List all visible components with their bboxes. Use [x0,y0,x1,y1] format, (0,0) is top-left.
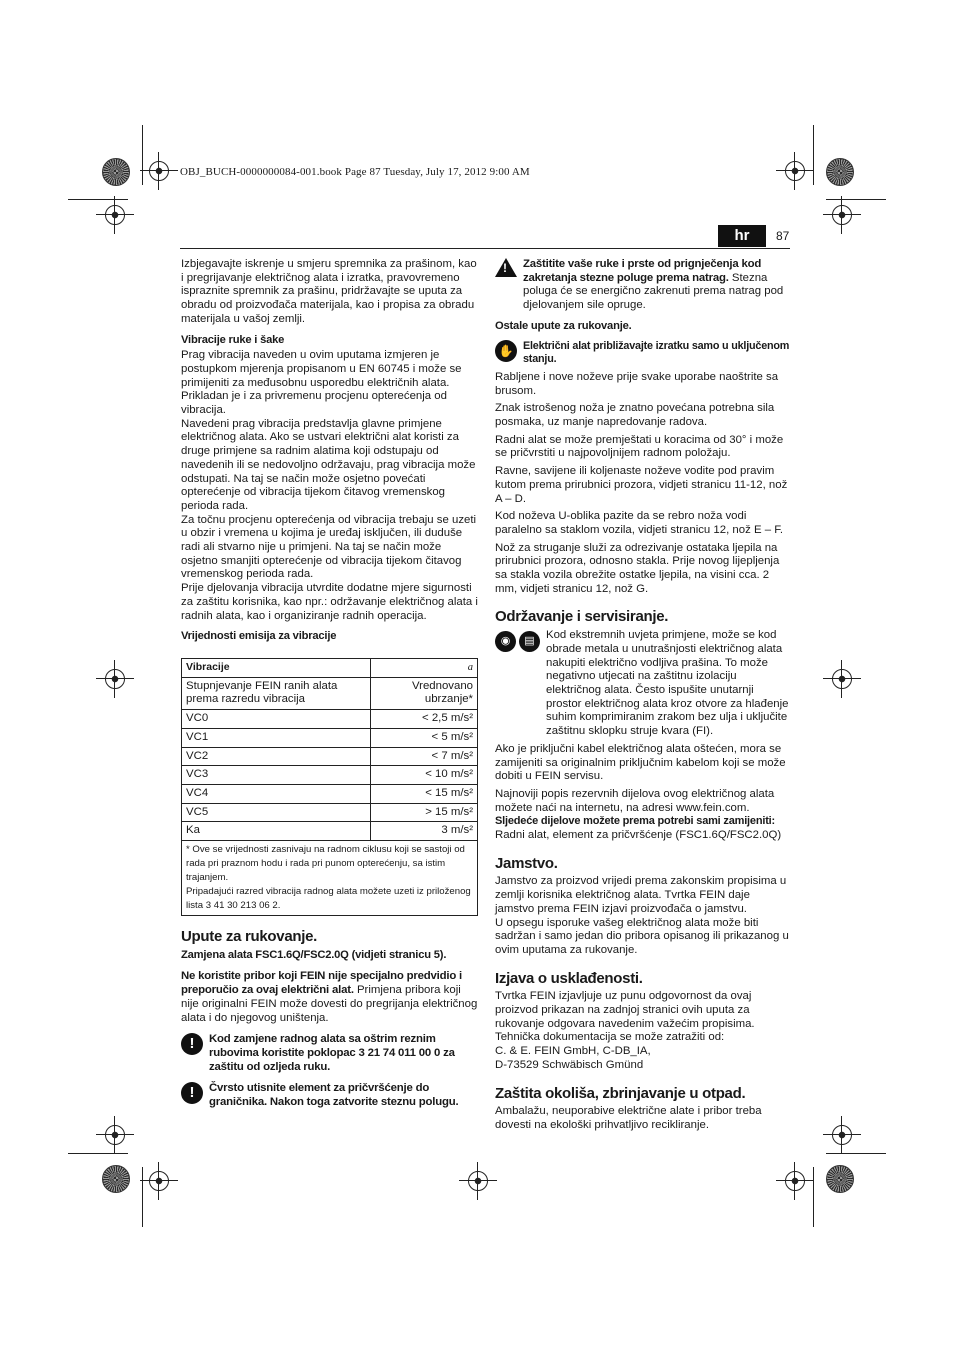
registration-mark [146,1168,172,1194]
exclamation-icon: ! [181,1033,203,1055]
crop-mark [142,1167,143,1227]
accessory-warning-bold: Ne koristite pribor koji FEIN nije specijalno predvidio i preporučio za ovaj električni alat. [181,970,463,997]
vibration-paragraph-2: Navedeni prag vibracija predstavlja glavne primjene električnog alata. Ako se ustvari električni alat koristi za druge primjene sa radnim alatima koji odstupaju od navedenih ili se nedovoljno održavaju, prag vibracija može odstupati. Na taj se način može osjetno povećati opterećenje od vibracija tijekom čitavog vremenskog perioda rada. [181,417,476,512]
blade-paragraph-3: Radni alat se može premještati u koracima od 30° i može se pričvrstiti u najpovoljnijem radnom položaju. [495,433,784,460]
page-number: 87 [776,229,790,243]
subheading-tool-change: Zamjena alata FSC1.6Q/FSC2.0Q (vidjeti stranicu 5). [181,948,447,961]
table-cell: < 7 m/s² [371,747,478,766]
table-footnote: Pripadajući razred vibracija radnog alata možete uzeti iz priloženog lista 3 41 30 213 06 2. [186,886,471,912]
declaration-line: D-73529 Schwäbisch Gmünd [495,1058,644,1071]
right-column [495,258,791,1133]
warning-bold: Zaštitite vaše ruke i prste od prignječenja kod zakretanja stezne poluge prema natrag. [523,258,762,284]
registration-mark [465,1168,491,1194]
color-wheel-mark [102,1165,130,1193]
crop-mark [813,1167,814,1227]
table-head-a: a [371,658,478,677]
maintenance-block [495,629,791,743]
manual-icon: ▤ [519,631,540,652]
table-cell: Vrednovano ubrzanje* [371,677,478,709]
maintenance-icons [495,631,540,652]
crop-mark [826,199,886,200]
blade-paragraph-5: Kod noževa U-oblika pazite da se rebro noža vodi paralelno sa staklom vozila, vidjeti stranicu 12, nož E – F. [495,510,784,536]
left-column [181,258,479,1110]
crop-mark [68,199,128,200]
heading-maintenance: Održavanje i servisiranje. [495,608,669,626]
table-cell: VC3 [182,766,371,785]
declaration-line: C. & E. FEIN GmbH, C-DB_IA, [495,1045,651,1058]
blade-paragraph-2: Znak istrošenog noža je znatno povećana potrebna sila posmaka, uz manje napredovanje radova. [495,402,775,429]
table-row [182,784,478,803]
registration-mark [829,1122,855,1148]
environment-paragraph: Ambalažu, neuporabive električne alate i pribor treba dovesti na ekološki prihvatljivo recikliranje. [495,1105,762,1131]
replaceable-parts-text: Radni alat, element za pričvršćenje (FSC1.6Q/FSC2.0Q) [495,829,782,842]
registration-mark [829,202,855,228]
table-head-vibration: Vibracije [182,658,371,677]
table-cell: > 15 m/s² [371,803,478,822]
eye-protection-icon: ◉ [495,631,516,652]
heading-operating-instructions: Upute za rukovanje. [181,928,318,946]
vibration-paragraph-4: Prije djelovanja vibracija utvrdite dodatne mjere sigurnosti za zaštitu korisnika, kao npr.: održavanje električnog alata i radnih alata, kao i organiziranje radnih operacija. [181,582,478,622]
warranty-paragraph-2: U opsegu isporuke vašeg električnog alata može biti sadržan i samo jedan dio pribora opisanog ili prikazanog u ovim uputama za rukovanje. [495,916,789,956]
color-wheel-mark [826,1165,854,1193]
maintenance-paragraph-3: Najnoviji popis rezervnih dijelova ovog električnog alata možete naći na internetu, na adresi www.fein.com. [495,787,775,814]
subheading-other-instructions: Ostale upute za rukovanje. [495,319,632,332]
subheading-vibration: Vibracije ruke i šake [181,333,285,346]
hand-icon: ✋ [495,340,517,362]
color-wheel-mark [102,158,130,186]
accessory-paragraph [181,970,479,1025]
warning-fastener [181,1082,479,1109]
table-row [182,710,478,729]
heading-declaration: Izjava o usklađenosti. [495,969,643,987]
subheading-emission: Vrijednosti emisija za vibracije [181,630,337,643]
language-tab: hr [718,225,766,247]
vibration-table [181,658,478,916]
table-cell: < 10 m/s² [371,766,478,785]
maintenance-paragraph-2: Ako je priključni kabel električnog alata oštećen, mora se zamijeniti sa originalnim priključnim kabelom koji se može dobiti u FEIN servisu. [495,742,786,783]
table-row [182,747,478,766]
vibration-paragraph-3: Za točnu procjenu opterećenja od vibracija trebaju se uzeti u obzir i vremena u kojima je uređaj isključen, ili duduše radi ali stvarno nije u primjeni. Na taj se način može osjetno smanjiti opterećenje od vibracija tijekom čitavog vremenskog perioda rada. [181,513,477,581]
vibration-paragraph-1: Prag vibracija naveden u ovim uputama izmjeren je postupkom mjerenja propisanom u EN 60745 i može se primijeniti za međusobnu usporedbu električnih alata. Prikladan je i za privremenu procjenu opterećenja od vibracija. [181,349,462,417]
table-cell: VC4 [182,784,371,803]
running-head: OBJ_BUCH-0000000084-001.book Page 87 Tuesday, July 17, 2012 9:00 AM [180,166,530,178]
table-cell: Stupnjevanje FEIN ranih alata prema razredu vibracija [182,677,371,709]
table-cell: < 2,5 m/s² [371,710,478,729]
table-row [182,803,478,822]
registration-mark [102,666,128,692]
warning-pinch [495,258,791,313]
table-cell: Ka [182,822,371,841]
crop-mark [813,125,814,185]
table-footnote: * Ove se vrijednosti zasnivaju na radnom ciklusu koji se sastoji od rada pri praznom hodu i rada pri punom opterećenju, sa istim trajanjem. [186,844,465,884]
table-row [182,766,478,785]
registration-mark [782,158,808,184]
declaration-paragraph: Tvrtka FEIN izjavljuje uz punu odgovornost da ovaj proizvod prikazan na zadnjoj stranici ovih uputa za rukovanje odgovara navedenim važećim propisima. [495,990,755,1030]
warning-text: Kod zamjene radnog alata sa oštrim reznim rubovima koristite poklopac 3 21 74 011 00 0 za zaštitu od ozljeda ruku. [209,1033,455,1073]
warning-cover [181,1033,479,1074]
registration-mark [782,1168,808,1194]
heading-warranty: Jamstvo. [495,854,558,872]
warning-triangle-icon [495,258,517,280]
crop-mark [142,125,143,185]
replaceable-parts-bold: Sljedeće dijelove možete prema potrebi sami zamijeniti: [495,815,775,828]
table-cell: VC2 [182,747,371,766]
table-row [182,728,478,747]
blade-paragraph-6: Nož za struganje služi za odrezivanje ostataka ljepila na prirubnici prozora, odnosno stakla. Prije novog lijepljenja sa stakla vozila obrežite ostatke ljepila, na visini cca. 2 mm, vidjeti stranicu 12, nož G. [495,541,780,595]
exclamation-icon: ! [181,1082,203,1104]
declaration-line: Tehnička dokumentacija se može zatražiti od: [495,1031,725,1044]
maintenance-paragraph-4 [495,815,791,842]
table-note [182,841,478,916]
crop-mark [68,1153,128,1154]
table-cell: < 15 m/s² [371,784,478,803]
warning-switch-on [495,340,791,367]
color-wheel-mark [826,158,854,186]
table-cell: VC5 [182,803,371,822]
crop-mark [826,1153,886,1154]
table-cell: < 5 m/s² [371,728,478,747]
table-cell: 3 m/s² [371,822,478,841]
header-rule [180,248,790,249]
warning-text [523,258,791,313]
registration-mark [102,1122,128,1148]
warning-text: Električni alat približavajte izratku samo u uključenom stanju. [523,339,790,366]
warning-rest: Stezna poluga će se energično zakrenuti prema natrag pod djelovanjem sile opruge. [523,271,784,312]
warning-text: Čvrsto utisnite element za pričvršćenje do graničnika. Nakon toga zatvorite steznu polugu. [209,1082,459,1109]
accessory-warning-text: Primjena pribora koji nije originalni FEIN može dovesti do pregrijanja električnog alata i do njegovog uništenja. [181,984,478,1024]
table-row [182,822,478,841]
registration-mark [146,158,172,184]
table-cell: VC0 [182,710,371,729]
heading-environment: Zaštita okoliša, zbrinjavanje u otpad. [495,1084,746,1102]
blade-paragraph-4: Ravne, savijene ili koljenaste noževe vodite pod pravim kutom prema prirubnici prozora, vidjeti stranicu 11-12, nož A – D. [495,465,788,505]
warranty-paragraph-1: Jamstvo za proizvod vrijedi prema zakonskim propisima u zemlji korisnika električnog alata. Tvrtka FEIN daje jamstvo prema FEIN izjavi proizvođača o jamstvu. [495,875,787,915]
dust-paragraph: Izbjegavajte iskrenje u smjeru spremnika za prašinom, kao i pregrijavanje električnog alata i izratka, pravovremeno ispraznite spremnik za prašinu, pridržavajte se uputa za obradu od proizvođača materijala, kao i propisa za obradu materijala u vašoj zemlji. [181,258,477,325]
maintenance-paragraph-1: Kod ekstremnih uvjeta primjene, može se kod obrade metala u unutrašnjosti električnog alata nakupiti električno vodljiva prašina. To može negativno utjecati na zaštitnu izolaciju električnog alata. Često ispušite unutarnji prostor električnog alata kroz otvore za hlađenje suhim komprimiranim zrakom bez ulja i uključite zaštitnu sklopku struje kvara (FI). [546,629,789,738]
registration-mark [829,666,855,692]
registration-mark [102,202,128,228]
table-cell: VC1 [182,728,371,747]
blade-paragraph-1: Rabljene i nove noževe prije svake uporabe naoštrite sa brusom. [495,370,779,397]
